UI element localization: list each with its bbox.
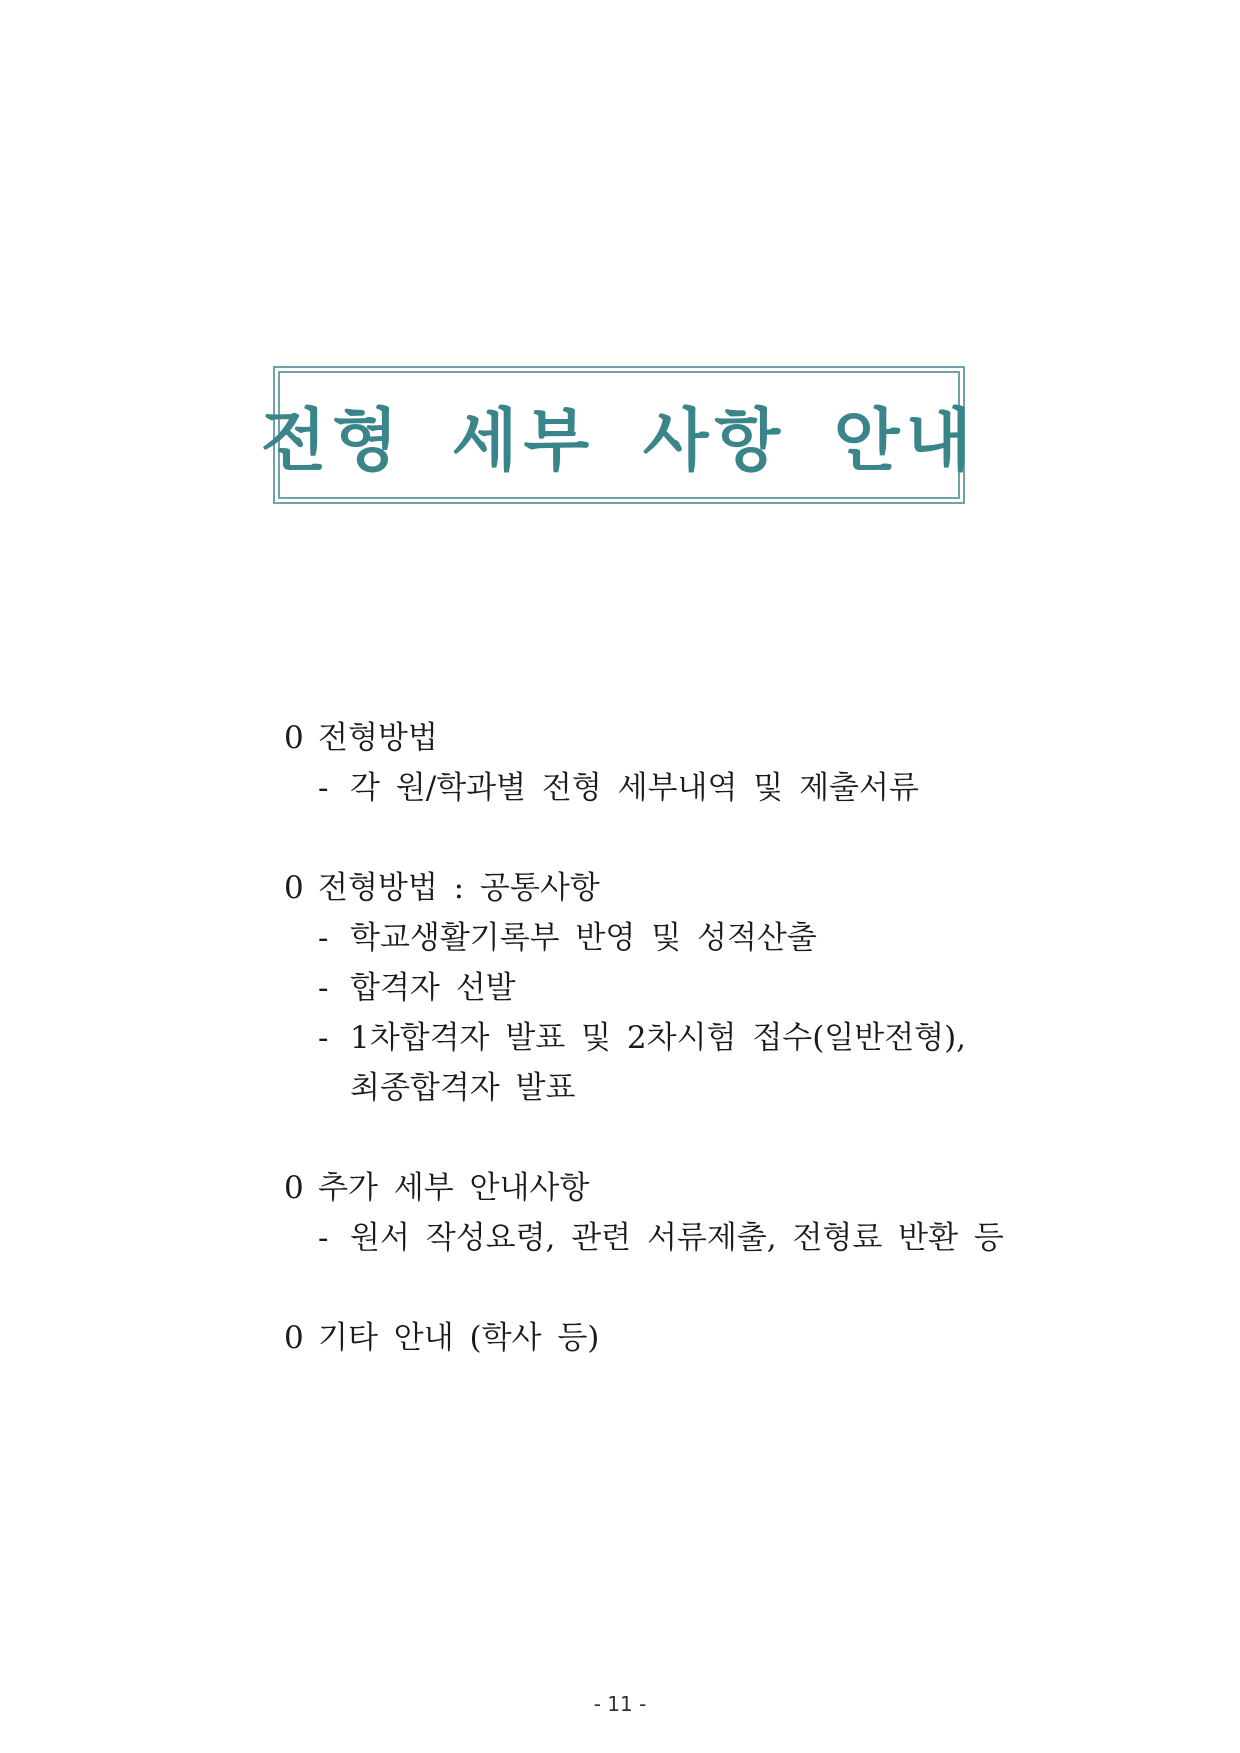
section-heading-text: 추가 세부 안내사항 — [318, 1170, 590, 1206]
dash-marker: - — [318, 1020, 329, 1056]
section-item-1-1 — [318, 768, 919, 808]
bullet-marker: 0 — [284, 1320, 304, 1356]
section-item-2-3 — [318, 1018, 966, 1058]
bullet-marker: 0 — [284, 870, 304, 906]
section-item-2-3-continuation — [350, 1068, 575, 1108]
section-heading-text: 기타 안내 (학사 등) — [318, 1320, 600, 1356]
section-item-text: 학교생활기록부 반영 및 성적산출 — [350, 920, 817, 956]
section-item-3-1 — [318, 1218, 1004, 1258]
bullet-marker: 0 — [284, 1170, 304, 1206]
section-item-2-1 — [318, 918, 817, 958]
section-item-text: 원서 작성요령, 관련 서류제출, 전형료 반환 등 — [350, 1220, 1004, 1256]
section-heading-text: 전형방법 — [318, 720, 438, 756]
dash-marker: - — [318, 1220, 329, 1256]
section-heading-text: 전형방법 : 공통사항 — [318, 870, 600, 906]
bullet-marker: 0 — [284, 720, 304, 756]
section-item-text: 각 원/학과별 전형 세부내역 및 제출서류 — [350, 770, 919, 806]
section-item-text: 합격자 선발 — [350, 970, 516, 1006]
dash-marker: - — [318, 770, 329, 806]
page-title: 전형 세부 사항 안내 — [260, 401, 978, 481]
section-heading-3 — [284, 1168, 589, 1208]
page-number: - 11 - — [593, 1692, 647, 1716]
section-item-continuation-text: 최종합격자 발표 — [350, 1070, 576, 1106]
section-item-2-2 — [318, 968, 516, 1008]
section-item-text: 1차합격자 발표 및 2차시험 접수(일반전형), — [350, 1020, 967, 1056]
section-heading-1 — [284, 718, 438, 758]
dash-marker: - — [318, 920, 329, 956]
section-heading-2 — [284, 868, 600, 908]
title-box — [260, 366, 978, 504]
dash-marker: - — [318, 970, 329, 1006]
section-heading-4 — [284, 1318, 599, 1358]
